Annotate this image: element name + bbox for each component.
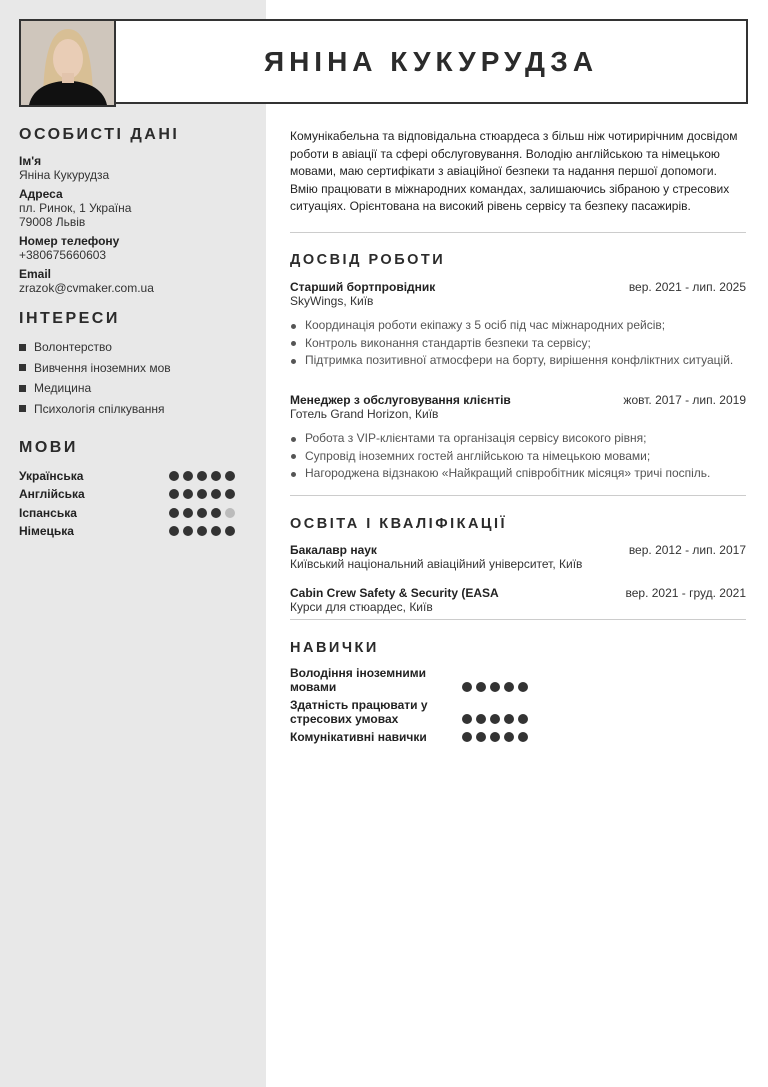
name-header (114, 19, 748, 104)
level-dot-filled (169, 508, 179, 518)
portrait-icon (21, 21, 114, 105)
interest-label: Медицина (34, 381, 92, 395)
level-dot-filled (197, 471, 207, 481)
skill-row (290, 698, 540, 726)
square-bullet-icon (19, 344, 26, 351)
job-company: SkyWings, Київ (290, 294, 374, 308)
level-dot-filled (211, 526, 221, 536)
interest-item (19, 340, 249, 354)
language-level (169, 526, 241, 536)
level-dot-filled (476, 732, 486, 742)
level-dot-filled (462, 732, 472, 742)
interest-item (19, 402, 249, 416)
square-bullet-icon (19, 385, 26, 392)
level-dot-filled (197, 526, 207, 536)
level-dot-filled (183, 489, 193, 499)
square-bullet-icon (19, 405, 26, 412)
list-item: Контроль виконання стандартів безпеки та сервісу; (290, 335, 746, 353)
level-dot-filled (169, 471, 179, 481)
job-company: Готель Grand Horizon, Київ (290, 407, 439, 421)
field-phone (19, 234, 249, 262)
field-label: Ім'я (19, 154, 42, 168)
personal-section (19, 126, 249, 295)
summary-text: Комунікабельна та відповідальна стюардеса з більш ніж чотирирічним досвідом роботи в авіації та сфері обслуговування. Володію англійською та німецькою мовами, маю сертифікати з авіаційної безпеки та надання першої допомоги. Вмію працювати в міжнародних командах, залишаючись зібраною у стресових ситуаціях. Орієнтована на високий рівень сервісу та безпеку пасажирів. (290, 129, 738, 213)
interests-section (19, 310, 249, 422)
interest-label: Вивчення іноземних мов (34, 360, 171, 375)
skill-level (462, 732, 534, 742)
level-dot-filled (504, 682, 514, 692)
education-institution: Курси для стюардес, Київ (290, 600, 433, 614)
divider (290, 495, 746, 496)
level-dot-filled (518, 714, 528, 724)
level-dot-filled (183, 471, 193, 481)
education-entry (290, 586, 746, 614)
skill-row (290, 730, 540, 744)
skill-name: Володіння іноземними мовами (290, 666, 426, 694)
skill-name: Комунікативні навички (290, 730, 427, 744)
candidate-name: ЯНІНА КУКУРУДЗА (263, 45, 599, 77)
level-dot-filled (462, 714, 472, 724)
skill-name: Здатність працювати у стресових умовах (290, 698, 428, 726)
field-label: Номер телефону (19, 234, 120, 248)
level-dot-filled (518, 732, 528, 742)
list-item: Нагороджена відзнакою «Найкращий співробітник місяця» тричі поспіль. (290, 465, 746, 483)
level-dot-filled (462, 682, 472, 692)
education-institution: Київський національний авіаційний університет, Київ (290, 557, 583, 571)
list-item: Супровід іноземних гостей англійською та німецькою мовами; (290, 448, 746, 466)
list-item: Координація роботи екіпажу з 5 осіб під час міжнародних рейсів; (290, 317, 746, 335)
list-item: Підтримка позитивної атмосфери на борту, вирішення конфліктних ситуацій. (290, 352, 746, 370)
divider (290, 232, 746, 233)
skill-level (462, 682, 534, 692)
languages-section (19, 439, 241, 540)
language-name: Англійська (19, 487, 85, 502)
level-dot-empty (225, 508, 235, 518)
section-title: ІНТЕРЕСИ (19, 310, 120, 327)
level-dot-filled (504, 714, 514, 724)
job-bullets (290, 317, 746, 370)
field-label: Email (19, 267, 52, 281)
level-dot-filled (211, 489, 221, 499)
field-value: zrazok@cvmaker.com.ua (19, 281, 154, 295)
experience-title: ДОСВІД РОБОТИ (290, 252, 446, 268)
job-title: Старший бортпровідник (290, 280, 436, 294)
field-value: Яніна Кукурудза (19, 168, 110, 182)
skill-row (290, 666, 540, 694)
job-entry (290, 393, 746, 483)
level-dot-filled (169, 526, 179, 536)
field-value: 79008 Львів (19, 215, 86, 229)
skills-title: НАВИЧКИ (290, 640, 379, 656)
education-degree: Бакалавр наук (290, 543, 377, 557)
list-item: Робота з VIP-клієнтами та організація сервісу високого рівня; (290, 430, 746, 448)
interest-item (19, 361, 249, 375)
interest-item (19, 381, 249, 395)
level-dot-filled (225, 489, 235, 499)
summary-section (290, 128, 746, 216)
education-title: ОСВІТА І КВАЛІФІКАЦІЇ (290, 516, 508, 532)
level-dot-filled (211, 508, 221, 518)
level-dot-filled (490, 732, 500, 742)
language-row (19, 504, 241, 522)
field-address (19, 187, 249, 229)
job-date: вер. 2021 - лип. 2025 (628, 280, 746, 294)
education-date: вер. 2012 - лип. 2017 (628, 543, 746, 557)
divider (290, 619, 746, 620)
education-date: вер. 2021 - груд. 2021 (625, 586, 746, 600)
level-dot-filled (197, 489, 207, 499)
level-dot-filled (518, 682, 528, 692)
field-value: пл. Ринок, 1 Україна (19, 201, 132, 215)
level-dot-filled (490, 682, 500, 692)
education-degree: Cabin Crew Safety & Security (EASA (290, 586, 499, 600)
section-title: ОСОБИСТІ ДАНІ (19, 126, 180, 143)
level-dot-filled (169, 489, 179, 499)
language-row (19, 467, 241, 485)
section-title: МОВИ (19, 439, 78, 456)
language-name: Іспанська (19, 505, 77, 520)
level-dot-filled (225, 526, 235, 536)
square-bullet-icon (19, 364, 26, 371)
language-level (169, 489, 241, 499)
field-name (19, 154, 249, 182)
job-entry (290, 280, 746, 370)
level-dot-filled (211, 471, 221, 481)
profile-photo (19, 19, 116, 107)
field-label: Адреса (19, 187, 63, 201)
language-row (19, 522, 241, 540)
skill-level (462, 714, 534, 724)
language-level (169, 471, 241, 481)
interest-label: Психологія спілкування (34, 401, 165, 416)
level-dot-filled (225, 471, 235, 481)
language-level (169, 508, 241, 518)
language-name: Німецька (19, 524, 74, 539)
level-dot-filled (490, 714, 500, 724)
level-dot-filled (197, 508, 207, 518)
job-bullets (290, 430, 746, 483)
level-dot-filled (183, 526, 193, 536)
level-dot-filled (504, 732, 514, 742)
level-dot-filled (476, 682, 486, 692)
education-entry (290, 543, 746, 571)
interest-label: Волонтерство (34, 340, 112, 354)
job-date: жовт. 2017 - лип. 2019 (623, 393, 746, 407)
level-dot-filled (183, 508, 193, 518)
field-value: +380675660603 (19, 248, 107, 262)
language-name: Українська (19, 469, 84, 484)
field-email (19, 267, 249, 295)
level-dot-filled (476, 714, 486, 724)
language-row (19, 485, 241, 503)
job-title: Менеджер з обслуговування клієнтів (290, 393, 511, 407)
